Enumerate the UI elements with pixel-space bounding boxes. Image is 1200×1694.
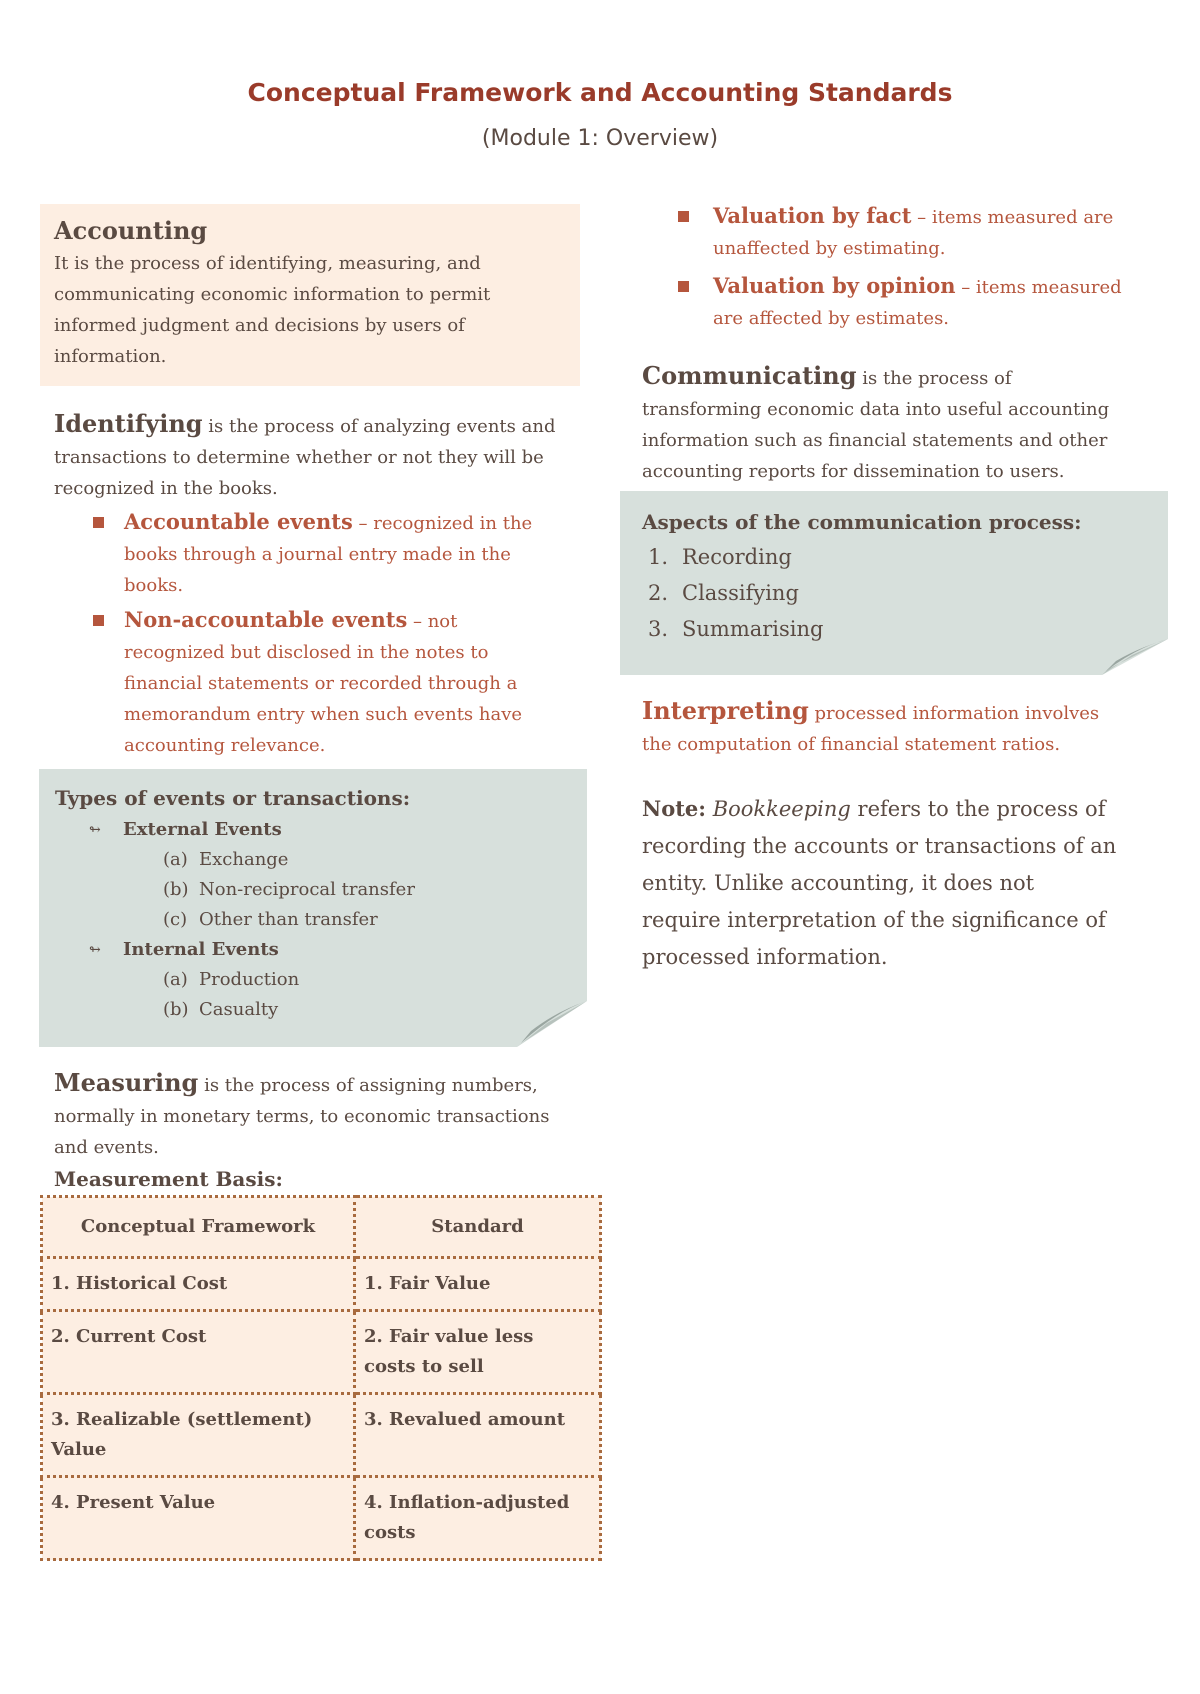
item-text: Summarising [682, 617, 824, 641]
list-item [163, 875, 571, 905]
table-cell: 3. Revalued amount [355, 1394, 601, 1477]
table-cell: 4. Present Value [42, 1477, 355, 1560]
communicating-definition [642, 360, 1118, 487]
aspects-heading: Aspects of the communication process: [642, 510, 1082, 534]
identifying-bullets [54, 506, 556, 761]
valuation-fact-term: Valuation by fact [713, 203, 912, 228]
measurement-basis-label: Measurement Basis: [54, 1167, 283, 1191]
measurement-basis-table [40, 1195, 602, 1561]
note-italic-term: Bookkeeping [712, 797, 851, 821]
table-row [42, 1477, 601, 1560]
communicating-text: is the process of transforming economic data into useful accounting information such as financial statements and other accounting reports for dissemination to users. [642, 368, 1110, 482]
item-text: Other than transfer [199, 909, 378, 930]
list-item [163, 905, 571, 935]
table-cell: 4. Inflation-adjusted costs [355, 1477, 601, 1560]
table-cell: 2. Fair value less costs to sell [355, 1311, 601, 1394]
measuring-text: is the process of assigning numbers, normally in monetary terms, to economic transactions and events. [54, 1075, 550, 1158]
table-row [42, 1394, 601, 1477]
valuation-bullets [620, 200, 1168, 334]
table-header-row [42, 1197, 601, 1258]
table-cell: 1. Fair Value [355, 1258, 601, 1311]
item-marker: (b) [163, 879, 189, 900]
page-curl-icon [1102, 639, 1168, 675]
measuring-definition [54, 1067, 566, 1163]
accounting-definition: It is the process of identifying, measuring, and communicating economic information to permit informed judgment and decisions by users of information. [54, 253, 491, 367]
table-cell: 1. Historical Cost [42, 1258, 355, 1311]
item-text: Exchange [199, 849, 289, 870]
table-header-cell: Standard [355, 1197, 601, 1258]
item-marker: (a) [163, 849, 188, 870]
aspects-list [642, 539, 1146, 647]
item-text: Non-reciprocal transfer [199, 879, 415, 900]
item-text: Recording [682, 545, 792, 569]
internal-group [55, 935, 571, 1025]
page-curl-icon [517, 1001, 587, 1047]
list-item [163, 965, 571, 995]
item-marker: (c) [163, 909, 188, 930]
bullet-item [678, 200, 1168, 264]
table-row [42, 1311, 601, 1394]
valuation-opinion-term: Valuation by opinion [713, 273, 956, 298]
item-number: 2. [648, 581, 669, 605]
group-label-row [55, 935, 571, 965]
page-title: Conceptual Framework and Accounting Standards [247, 78, 953, 107]
list-item [642, 539, 1146, 575]
communicating-section [620, 334, 1140, 487]
bullet-item [678, 270, 1168, 334]
interpreting-text: processed information involves the computation of financial statement ratios. [642, 703, 1100, 755]
note-text: refers to the process of recording the accounts or transactions of an entity. Unlike accounting, it does not require interpretation of the significance of processed information. [642, 797, 1117, 969]
bullet-content [713, 200, 1143, 264]
left-column [40, 204, 600, 1561]
item-number: 1. [648, 545, 669, 569]
list-item [163, 995, 571, 1025]
accounting-box [40, 204, 580, 386]
table-header-cell: Conceptual Framework [42, 1197, 355, 1258]
square-bullet-icon [678, 211, 689, 222]
non-accountable-events-term: Non-accountable events [124, 607, 408, 632]
item-text: Classifying [682, 581, 799, 605]
square-bullet-icon [678, 281, 689, 292]
note-label: Note: [642, 796, 707, 821]
valuation-fact-text: – items measured are unaffected by estimating. [713, 207, 1114, 259]
accountable-events-text: – recognized in the books through a journal entry made in the books. [124, 513, 533, 596]
item-marker: (a) [163, 969, 188, 990]
identifying-term: Identifying [54, 409, 203, 438]
table-row [42, 1258, 601, 1311]
item-marker: (b) [163, 999, 189, 1020]
identifying-section [40, 386, 570, 761]
group-label-row [55, 815, 571, 845]
note-section [620, 760, 1140, 976]
external-events-label: External Events [123, 819, 282, 840]
identifying-text: is the process of analyzing events and transactions to determine whether or not they will be recognized in the books. [54, 416, 556, 499]
communicating-term: Communicating [642, 361, 857, 390]
accounting-heading: Accounting [54, 216, 208, 245]
square-bullet-icon [93, 517, 104, 528]
arrow-bullet-icon: ↬ [89, 822, 101, 838]
types-heading: Types of events or transactions: [55, 786, 411, 810]
list-item [642, 575, 1146, 611]
arrow-bullet-icon: ↬ [89, 942, 101, 958]
list-item [163, 845, 571, 875]
bullet-content [713, 270, 1153, 334]
bullet-item [93, 506, 556, 601]
interpreting-definition [642, 695, 1118, 760]
item-text: Casualty [199, 999, 279, 1020]
interpreting-section [620, 675, 1140, 760]
bullet-item [93, 604, 556, 761]
sub-list [55, 845, 571, 935]
accountable-events-term: Accountable events [124, 509, 353, 534]
item-number: 3. [648, 617, 669, 641]
types-box [39, 769, 587, 1047]
external-group [55, 815, 571, 935]
bullet-content [124, 604, 554, 761]
note-paragraph [642, 790, 1118, 976]
internal-events-label: Internal Events [123, 939, 279, 960]
valuation-opinion-text: – items measured are affected by estimates. [713, 277, 1122, 329]
aspects-box [620, 491, 1168, 675]
table-cell: 3. Realizable (settlement) Value [42, 1394, 355, 1477]
non-accountable-events-text: – not recognized but disclosed in the notes to financial statements or recorded through a memorandum entry when such events have accounting relevance. [124, 611, 523, 756]
bullet-content [124, 506, 544, 601]
interpreting-term: Interpreting [642, 696, 809, 725]
sub-list [55, 965, 571, 1025]
square-bullet-icon [93, 615, 104, 626]
list-item [642, 611, 1146, 647]
table-cell: 2. Current Cost [42, 1311, 355, 1394]
measuring-term: Measuring [54, 1068, 199, 1097]
page-subtitle: (Module 1: Overview) [481, 126, 719, 151]
measuring-section [40, 1047, 580, 1193]
identifying-definition [54, 408, 556, 504]
right-column [620, 200, 1168, 976]
item-text: Production [199, 969, 300, 990]
